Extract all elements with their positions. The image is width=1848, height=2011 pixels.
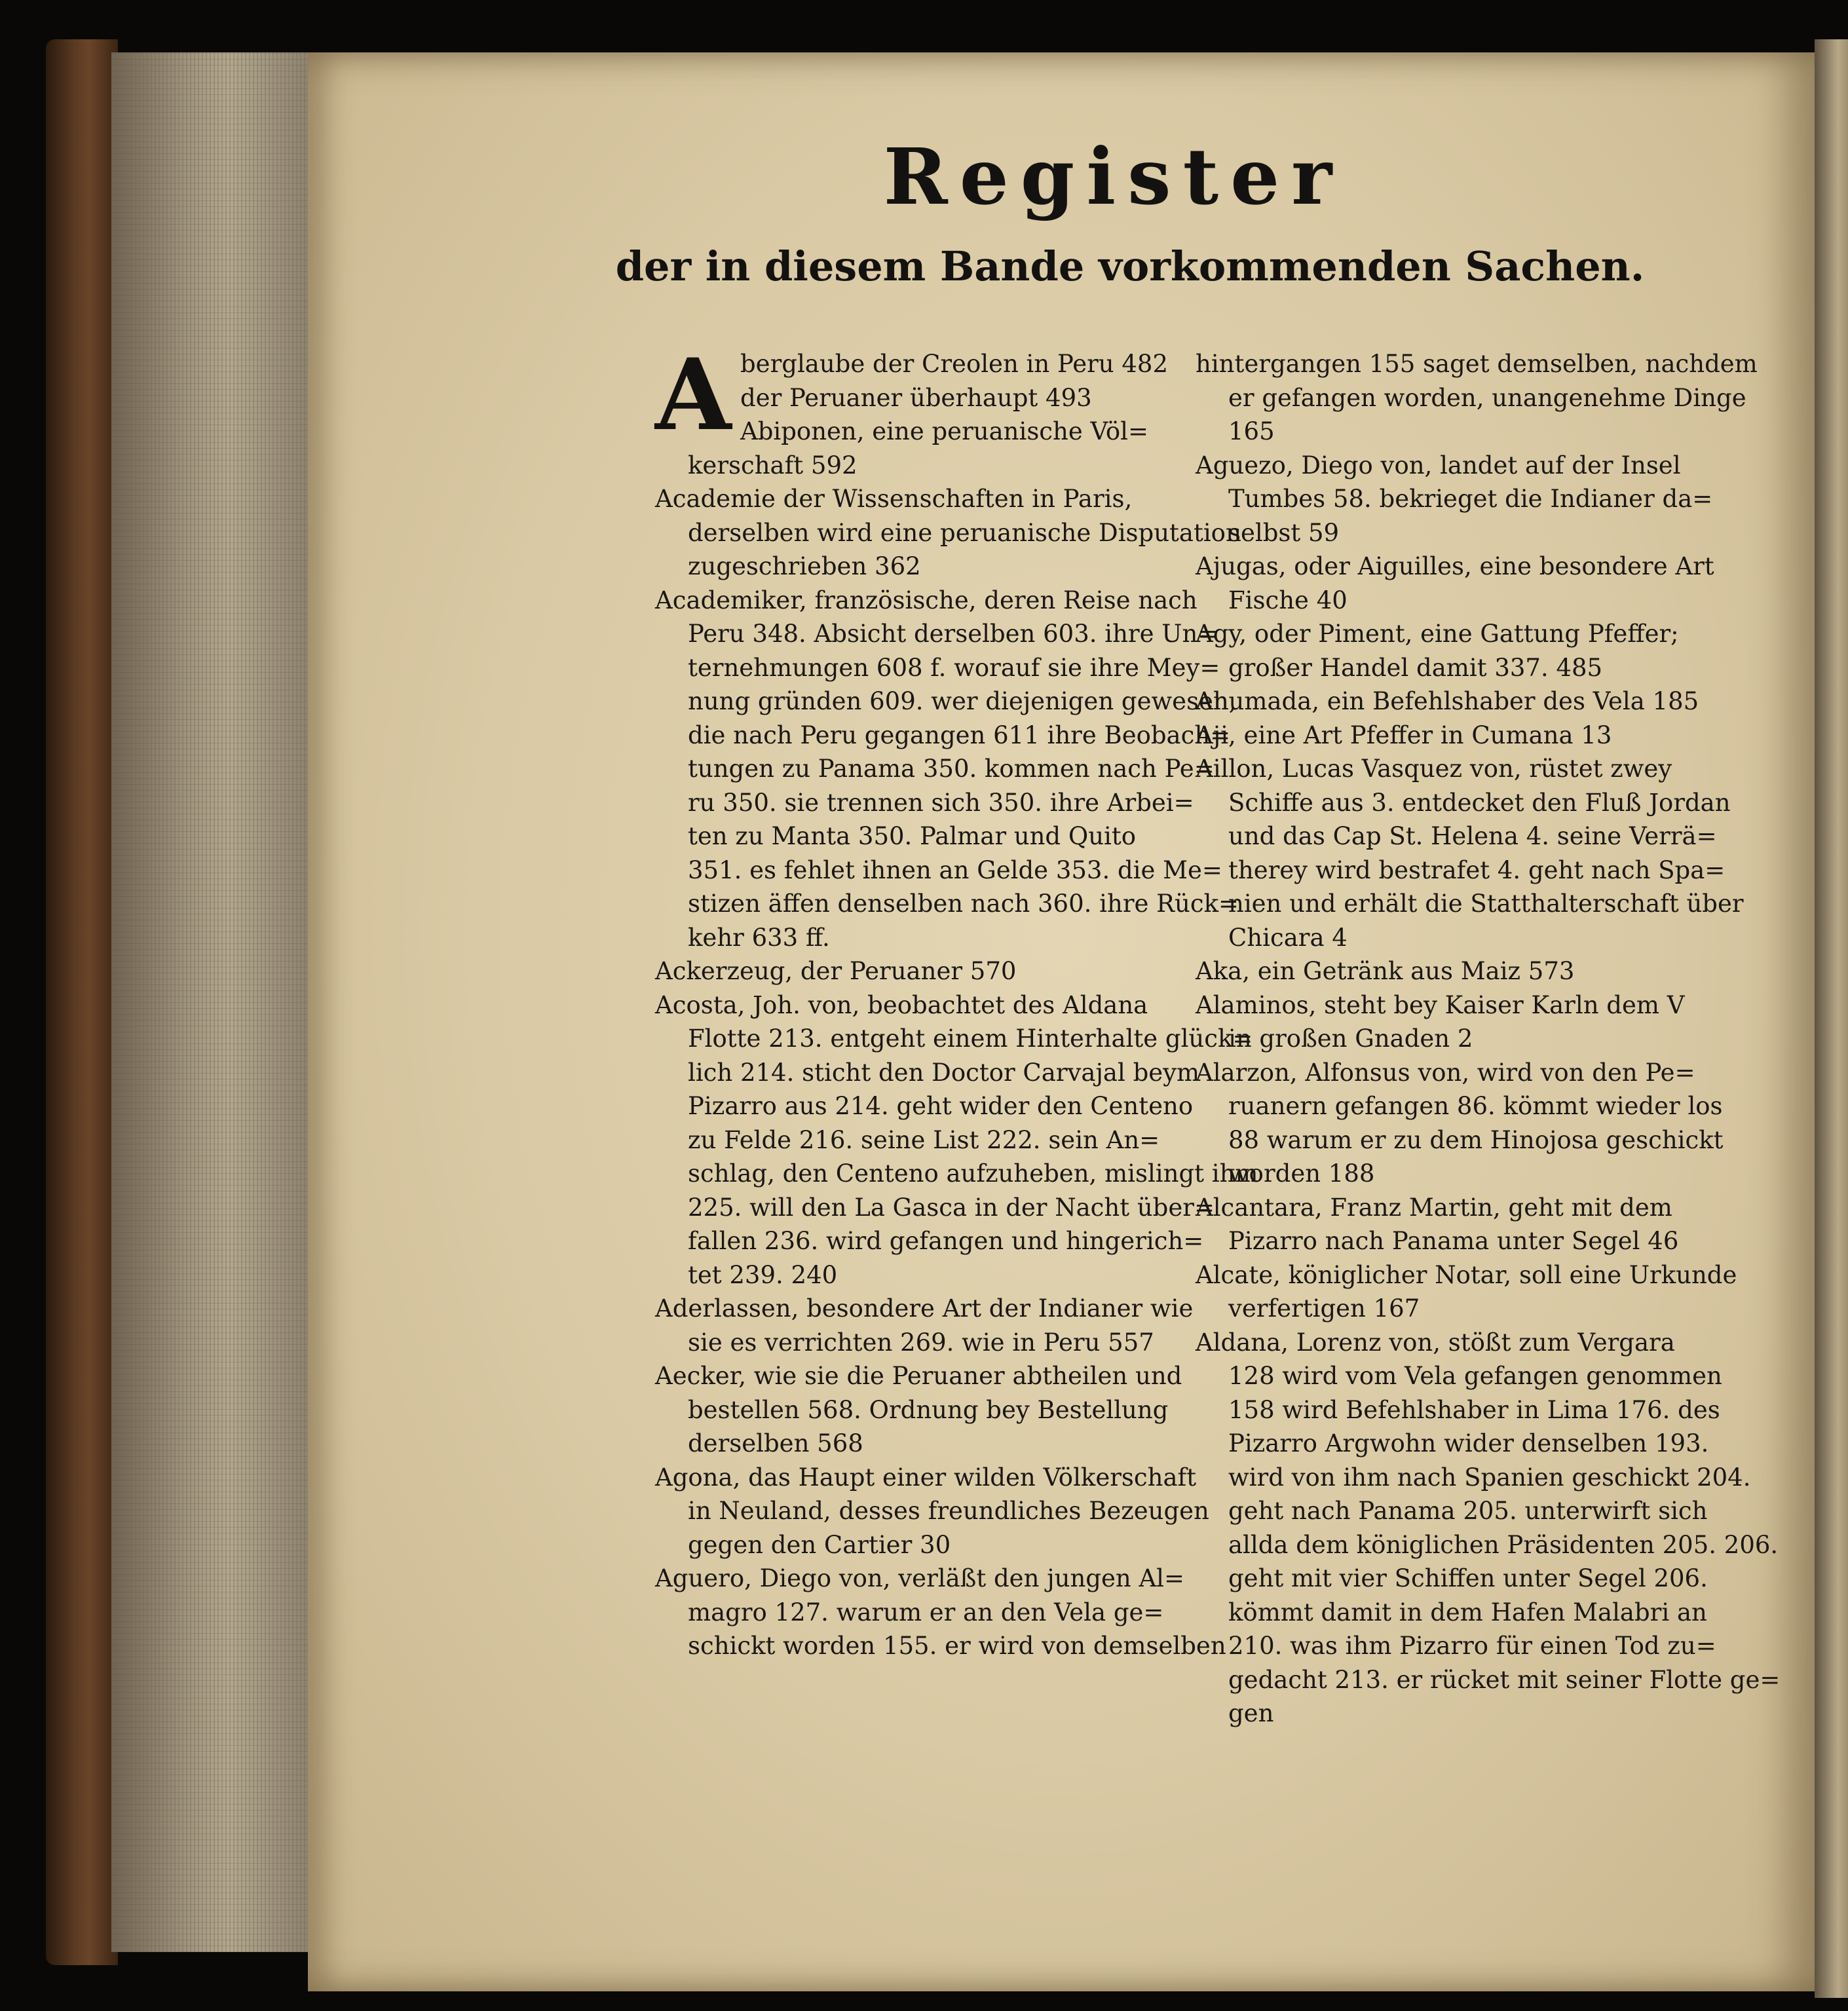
index-entry-line: Pizarro aus 214. geht wider den Centeno <box>688 1092 1194 1120</box>
index-entry-line: geht nach Panama 205. unterwirft sich <box>1228 1497 1708 1525</box>
index-entry <box>655 584 1239 955</box>
index-entry-line: 210. was ihm Pizarro für einen Tod zu= <box>1228 1632 1716 1660</box>
index-entry-line: Tumbes 58. bekrieget die Indianer da= <box>1228 485 1713 513</box>
index-entry <box>655 954 1173 988</box>
index-entry-line: gedacht 213. er rücket mit seiner Flotte ge= <box>1228 1665 1781 1694</box>
index-entry <box>1196 347 1758 449</box>
page-title: Register <box>883 131 1344 222</box>
index-entry-line: Alcate, königlicher Notar, soll eine Urkunde <box>1196 1260 1737 1289</box>
index-entry <box>655 1359 1182 1461</box>
index-entry-line: ruanern gefangen 86. kömmt wieder los <box>1228 1092 1723 1120</box>
index-entry-line: Alarzon, Alfonsus von, wird von den Pe= <box>1196 1058 1695 1087</box>
index-entry-line: Agy, oder Piment, eine Gattung Pfeffer; <box>1196 620 1679 648</box>
index-entry-line: kerschaft 592 <box>688 451 858 479</box>
index-entry-line: 351. es fehlet ihnen an Gelde 353. die Me= <box>688 855 1222 884</box>
index-entry-line: derselben 568 <box>688 1429 863 1457</box>
index-entry-line: die nach Peru gegangen 611 ihre Beobach= <box>688 721 1231 749</box>
index-entry-line: stizen äffen denselben nach 360. ihre Rück= <box>688 890 1239 918</box>
index-entry-line: therey wird bestrafet 4. geht nach Spa= <box>1228 855 1725 884</box>
index-entry <box>655 1461 1209 1562</box>
index-entry-line: Peru 348. Absicht derselben 603. ihre Un= <box>688 620 1218 648</box>
index-entry-line: Aka, ein Getränk aus Maiz 573 <box>1196 957 1575 985</box>
index-entry-line: schlag, den Centeno aufzuheben, mislingt ihm <box>688 1159 1258 1188</box>
index-entry-line: nung gründen 609. wer diejenigen gewesen, <box>688 687 1237 715</box>
index-entry <box>1196 719 1713 753</box>
drop-cap: A <box>655 337 732 453</box>
index-entry-line: fallen 236. wird gefangen und hingerich= <box>688 1227 1204 1255</box>
index-entry-line: Ackerzeug, der Peruaner 570 <box>655 957 1017 985</box>
index-entry <box>1196 1056 1724 1191</box>
index-column-right <box>1196 347 1781 1731</box>
index-entry-line: berglaube der Creolen in Peru 482 <box>740 350 1168 378</box>
index-entry-line: Abiponen, eine peruanische Völ= <box>740 417 1148 445</box>
index-entry-line: gen <box>1228 1699 1274 1727</box>
index-entry <box>1196 752 1744 954</box>
index-entry-line: selbst 59 <box>1228 518 1340 547</box>
index-entry-line: Fische 40 <box>1228 586 1348 614</box>
index-entry-line: ru 350. sie trennen sich 350. ihre Arbei= <box>688 788 1194 817</box>
index-entry-line: er gefangen worden, unangenehme Dinge <box>1228 383 1746 412</box>
index-entry <box>655 1562 1226 1663</box>
index-entry <box>655 337 1173 482</box>
index-entry-line: 128 wird vom Vela gefangen genommen <box>1228 1362 1722 1390</box>
index-entry-line: 88 warum er zu dem Hinojosa geschickt <box>1228 1125 1724 1154</box>
index-entry-line: zugeschrieben 362 <box>688 552 921 580</box>
index-entry <box>1196 1258 1737 1326</box>
index-entry <box>1196 449 1713 550</box>
index-entry-line: sie es verrichten 269. wie in Peru 557 <box>688 1328 1154 1357</box>
index-entry <box>1196 617 1713 685</box>
index-entry-line: ten zu Manta 350. Palmar und Quito <box>688 822 1137 850</box>
index-entry-line: Acosta, Joh. von, beobachtet des Aldana <box>655 990 1148 1019</box>
index-entry-line: geht mit vier Schiffen unter Segel 206. <box>1228 1564 1708 1592</box>
index-entry-line: Agona, das Haupt einer wilden Völkerschaft <box>655 1463 1197 1492</box>
index-entry-line: Aji, eine Art Pfeffer in Cumana 13 <box>1196 721 1612 749</box>
index-entry-line: Aguezo, Diego von, landet auf der Insel <box>1196 451 1681 479</box>
index-entry-line: Alaminos, steht bey Kaiser Karln dem V <box>1196 990 1685 1019</box>
index-entry <box>655 988 1258 1292</box>
index-entry-line: tungen zu Panama 350. kommen nach Pe= <box>688 755 1215 783</box>
index-entry-line: großer Handel damit 337. 485 <box>1228 653 1603 682</box>
index-entry <box>1196 1191 1713 1258</box>
index-entry-line: in Neuland, desses freundliches Bezeugen <box>688 1497 1209 1525</box>
index-entry-line: wird von ihm nach Spanien geschickt 204. <box>1228 1463 1751 1492</box>
index-entry-line: magro 127. warum er an den Vela ge= <box>688 1598 1164 1626</box>
index-entry-line: Flotte 213. entgeht einem Hinterhalte glück= <box>688 1024 1253 1053</box>
index-entry-line: Aillon, Lucas Vasquez von, rüstet zwey <box>1196 755 1672 783</box>
facing-page-edge <box>1815 39 1848 1998</box>
index-entry-line: lich 214. sticht den Doctor Carvajal beym <box>688 1058 1200 1087</box>
index-entry-line: worden 188 <box>1228 1159 1375 1188</box>
index-entry-line: Pizarro nach Panama unter Segel 46 <box>1228 1227 1679 1255</box>
index-entry-line: 158 wird Befehlshaber in Lima 176. des <box>1228 1395 1720 1424</box>
index-entry-line: Academiker, französische, deren Reise nach <box>655 586 1197 614</box>
index-entry-line: tet 239. 240 <box>688 1260 838 1289</box>
index-entry <box>1196 988 1713 1056</box>
index-entry-line: nien und erhält die Statthalterschaft über <box>1228 890 1744 918</box>
book-spine <box>46 39 118 1965</box>
index-entry-line: Chicara 4 <box>1228 923 1348 952</box>
index-entry <box>655 482 1241 584</box>
index-entry-line: hintergangen 155 saget demselben, nachdem <box>1196 350 1758 378</box>
index-entry <box>1196 550 1713 617</box>
index-entry-line: Aguero, Diego von, verläßt den jungen Al= <box>655 1564 1185 1592</box>
index-entry-line: in großen Gnaden 2 <box>1228 1024 1473 1053</box>
index-entry-line: kömmt damit in dem Hafen Malabri an <box>1228 1598 1707 1626</box>
index-entry-line: Academie der Wissenschaften in Paris, <box>655 485 1133 513</box>
index-entry-line: verfertigen 167 <box>1228 1294 1420 1323</box>
index-entry-line: Ahumada, ein Befehlshaber des Vela 185 <box>1196 687 1699 715</box>
index-entry-line: derselben wird eine peruanische Disputation <box>688 518 1241 547</box>
index-entry-line: Aecker, wie sie die Peruaner abtheilen und <box>655 1362 1182 1390</box>
index-entry-line: allda dem königlichen Präsidenten 205. 206. <box>1228 1530 1779 1559</box>
index-entry <box>1196 954 1713 988</box>
index-entry-line: der Peruaner überhaupt 493 <box>740 383 1092 412</box>
index-entry-line: Aldana, Lorenz von, stößt zum Vergara <box>1196 1328 1675 1357</box>
index-entry-line: zu Felde 216. seine List 222. sein An= <box>688 1125 1160 1154</box>
index-entry-line: Schiffe aus 3. entdecket den Fluß Jordan <box>1228 788 1731 817</box>
index-entry-line: Aderlassen, besondere Art der Indianer wie <box>655 1294 1194 1323</box>
page-edges <box>111 52 308 1952</box>
index-entry <box>655 1292 1194 1359</box>
page-subtitle: der in diesem Bande vorkommenden Sachen. <box>615 242 1645 290</box>
index-entry-line: 165 <box>1228 417 1275 445</box>
index-entry <box>1196 685 1713 719</box>
index-entry-line: 225. will den La Gasca in der Nacht über= <box>688 1193 1215 1222</box>
index-entry <box>1196 1326 1781 1731</box>
index-entry-line: und das Cap St. Helena 4. seine Verrä= <box>1228 822 1717 850</box>
index-entry-line: schickt worden 155. er wird von demselben <box>688 1632 1226 1660</box>
index-entry-line: Alcantara, Franz Martin, geht mit dem <box>1196 1193 1672 1222</box>
index-entry-line: kehr 633 ff. <box>688 923 830 952</box>
index-entry-line: Ajugas, oder Aiguilles, eine besondere Art <box>1196 552 1714 580</box>
index-entry-line: gegen den Cartier 30 <box>688 1530 951 1559</box>
index-entry-line: bestellen 568. Ordnung bey Bestellung <box>688 1395 1169 1424</box>
index-entry-line: ternehmungen 608 f. worauf sie ihre Mey= <box>688 653 1220 682</box>
index-entry-line: Pizarro Argwohn wider denselben 193. <box>1228 1429 1709 1457</box>
